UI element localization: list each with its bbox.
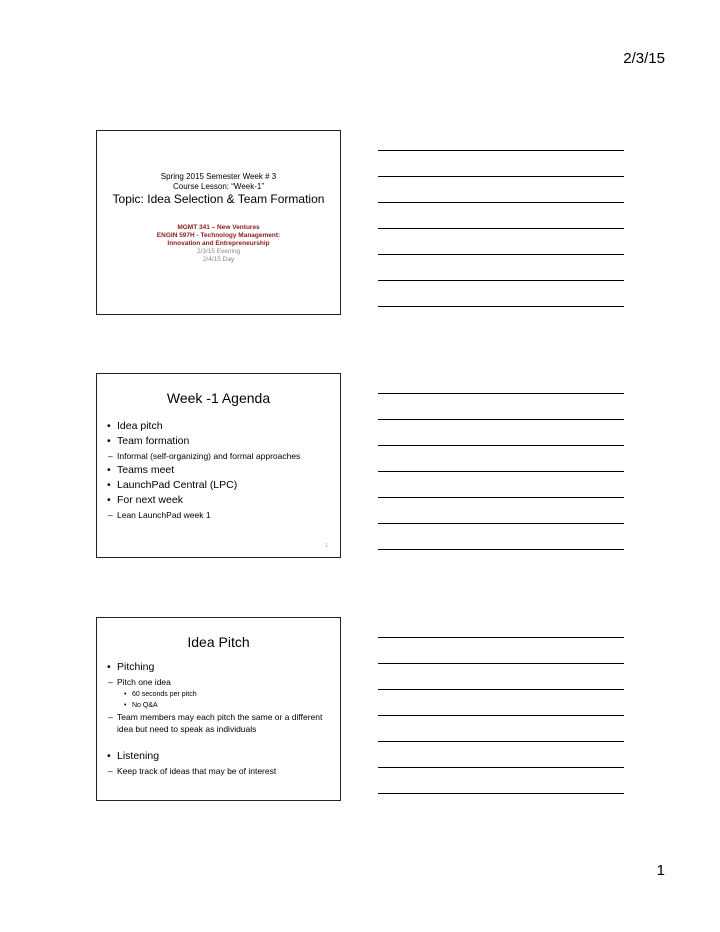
course-engin-subtitle: Innovation and Entrepreneurship [167,240,270,247]
page-number: 1 [656,862,665,879]
slide-title: Idea Pitch [187,634,250,650]
list-item: • For next week [107,493,336,508]
list-item: • Team formation [107,434,336,449]
note-line [378,793,624,794]
list-subitem: – Informal (self-organizing) and formal approaches [107,449,336,463]
note-line [378,663,624,664]
note-line [378,393,624,394]
list-subsubitem: • No Q&A [107,700,336,711]
agenda-list [107,419,336,522]
note-line [378,419,624,420]
day-date: 2/4/15 Day [202,256,235,263]
slide-3 [96,617,341,801]
list-item: • Idea pitch [107,419,336,434]
list-subitem: – Keep track of ideas that may be of interest [107,764,336,778]
note-line [378,280,624,281]
note-line [378,202,624,203]
note-line [378,228,624,229]
note-line [378,471,624,472]
note-line [378,637,624,638]
note-line [378,689,624,690]
note-line [378,254,624,255]
header-date: 2/3/15 [623,50,665,67]
note-line [378,741,624,742]
pitch-list [107,660,336,778]
note-line [378,445,624,446]
list-subitem: – Pitch one idea [107,675,336,689]
list-item: • Teams meet [107,463,336,478]
note-line [378,150,624,151]
note-line [378,497,624,498]
course-lesson-line: Course Lesson: “Week-1” [173,182,264,191]
evening-date: 2/3/15 Evening [196,248,241,255]
note-line [378,306,624,307]
note-line [378,549,624,550]
note-line [378,715,624,716]
note-line [378,523,624,524]
list-subsubitem: • 60 seconds per pitch [107,689,336,700]
slide-title: Week -1 Agenda [166,390,271,406]
note-line [378,176,624,177]
slide-2 [96,373,341,558]
slide-topic: Topic: Idea Selection & Team Formation [112,192,325,206]
course-engin: ENGIN 597H - Technology Management: [156,232,281,239]
slide-1 [96,130,341,315]
semester-line: Spring 2015 Semester Week # 3 [160,172,277,181]
list-subitem: – Lean LaunchPad week 1 [107,508,336,522]
list-subitem: – Team members may each pitch the same or a different idea but need to speak as individuals [107,711,336,735]
list-item: • Listening [107,749,336,764]
list-item: • Pitching [107,660,336,675]
course-mgmt: MGMT 341 – New Ventures [177,224,260,231]
list-item: • LaunchPad Central (LPC) [107,478,336,493]
slide-number: 1 [325,543,328,549]
note-line [378,767,624,768]
